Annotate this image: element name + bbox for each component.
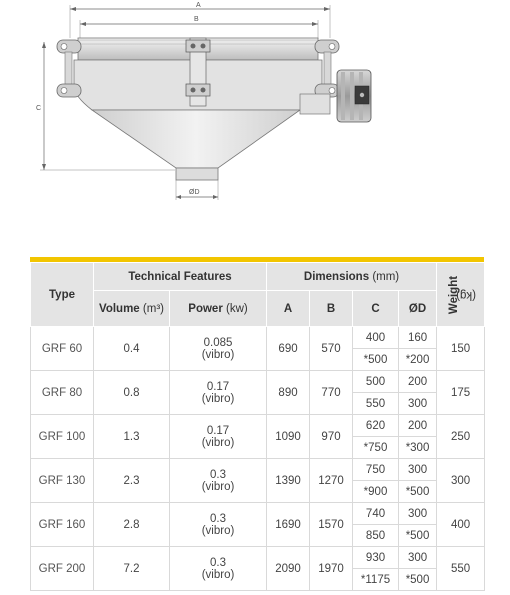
cell-c-alt: *1175 (353, 569, 399, 591)
cell-c: 750 (353, 459, 399, 481)
cell-a: 890 (267, 371, 310, 415)
cell-type: GRF 160 (31, 503, 94, 547)
cell-a: 1390 (267, 459, 310, 503)
cell-a: 1090 (267, 415, 310, 459)
table-row (31, 415, 485, 437)
header-volume: Volume (m³) (94, 291, 170, 327)
cell-power: 0.17 (vibro) (170, 371, 267, 415)
cell-volume: 1.3 (94, 415, 170, 459)
cell-c-alt: *750 (353, 437, 399, 459)
cell-type: GRF 130 (31, 459, 94, 503)
cell-power: 0.3 (vibro) (170, 547, 267, 591)
dimension-b (80, 16, 318, 40)
cell-power: 0.17 (vibro) (170, 415, 267, 459)
header-c: C (353, 291, 399, 327)
technical-drawing (0, 0, 510, 240)
spec-table-body (31, 327, 485, 591)
cell-weight: 250 (437, 415, 485, 459)
table-row (31, 503, 485, 525)
cell-volume: 0.8 (94, 371, 170, 415)
hopper-cone (92, 110, 300, 168)
cell-weight: 175 (437, 371, 485, 415)
cell-type: GRF 100 (31, 415, 94, 459)
cell-b: 570 (310, 327, 353, 371)
table-row (31, 459, 485, 481)
header-weight (437, 263, 485, 327)
cell-power: 0.085 (vibro) (170, 327, 267, 371)
header-d: ØD (399, 291, 437, 327)
cell-volume: 0.4 (94, 327, 170, 371)
table-row (31, 371, 485, 393)
cell-volume: 2.8 (94, 503, 170, 547)
header-technical-features: Technical Features (94, 263, 267, 291)
cell-c-alt: *500 (353, 349, 399, 371)
cell-d: 200 (399, 415, 437, 437)
cell-d-alt: *200 (399, 349, 437, 371)
cell-d: 300 (399, 459, 437, 481)
table-row (31, 547, 485, 569)
cell-a: 1690 (267, 503, 310, 547)
cell-c-alt: 550 (353, 393, 399, 415)
cell-d: 300 (399, 547, 437, 569)
cell-c: 400 (353, 327, 399, 349)
cell-d-alt: 300 (399, 393, 437, 415)
cell-weight: 300 (437, 459, 485, 503)
cell-c: 740 (353, 503, 399, 525)
table-row (31, 327, 485, 349)
cell-a: 690 (267, 327, 310, 371)
cell-c-alt: *900 (353, 481, 399, 503)
cell-c: 500 (353, 371, 399, 393)
header-weight-label: Weight (kg) (448, 275, 477, 314)
header-a: A (267, 291, 310, 327)
cell-b: 1270 (310, 459, 353, 503)
cell-type: GRF 200 (31, 547, 94, 591)
dimension-d (176, 180, 218, 200)
cell-d-alt: *500 (399, 525, 437, 547)
cell-d: 300 (399, 503, 437, 525)
cell-c: 620 (353, 415, 399, 437)
cell-weight: 400 (437, 503, 485, 547)
dimension-a-label: A (196, 2, 201, 9)
header-dimensions-label: Dimensions (303, 270, 370, 283)
cell-volume: 2.3 (94, 459, 170, 503)
cell-type: GRF 80 (31, 371, 94, 415)
dimension-d-label: ØD (189, 189, 200, 196)
header-dimensions-unit: (mm) (372, 270, 400, 283)
header-type: Type (31, 263, 94, 327)
cell-b: 770 (310, 371, 353, 415)
header-dimensions (267, 263, 437, 291)
cell-d-alt: *300 (399, 437, 437, 459)
dimension-a (70, 2, 330, 38)
cell-power: 0.3 (vibro) (170, 459, 267, 503)
cell-d-alt: *500 (399, 481, 437, 503)
cell-c-alt: 850 (353, 525, 399, 547)
cell-b: 1570 (310, 503, 353, 547)
dimension-c-label: C (36, 105, 42, 112)
spec-table (30, 257, 484, 591)
header-b: B (310, 291, 353, 327)
cell-weight: 150 (437, 327, 485, 371)
header-power: Power (kw) (170, 291, 267, 327)
cell-power: 0.3 (vibro) (170, 503, 267, 547)
cell-weight: 550 (437, 547, 485, 591)
cell-type: GRF 60 (31, 327, 94, 371)
dimension-b-label: B (194, 16, 199, 23)
cell-d: 200 (399, 371, 437, 393)
cell-d: 160 (399, 327, 437, 349)
cell-b: 970 (310, 415, 353, 459)
cell-c: 930 (353, 547, 399, 569)
cell-b: 1970 (310, 547, 353, 591)
cell-d-alt: *500 (399, 569, 437, 591)
cell-a: 2090 (267, 547, 310, 591)
cell-volume: 7.2 (94, 547, 170, 591)
outlet-pipe (176, 168, 218, 180)
